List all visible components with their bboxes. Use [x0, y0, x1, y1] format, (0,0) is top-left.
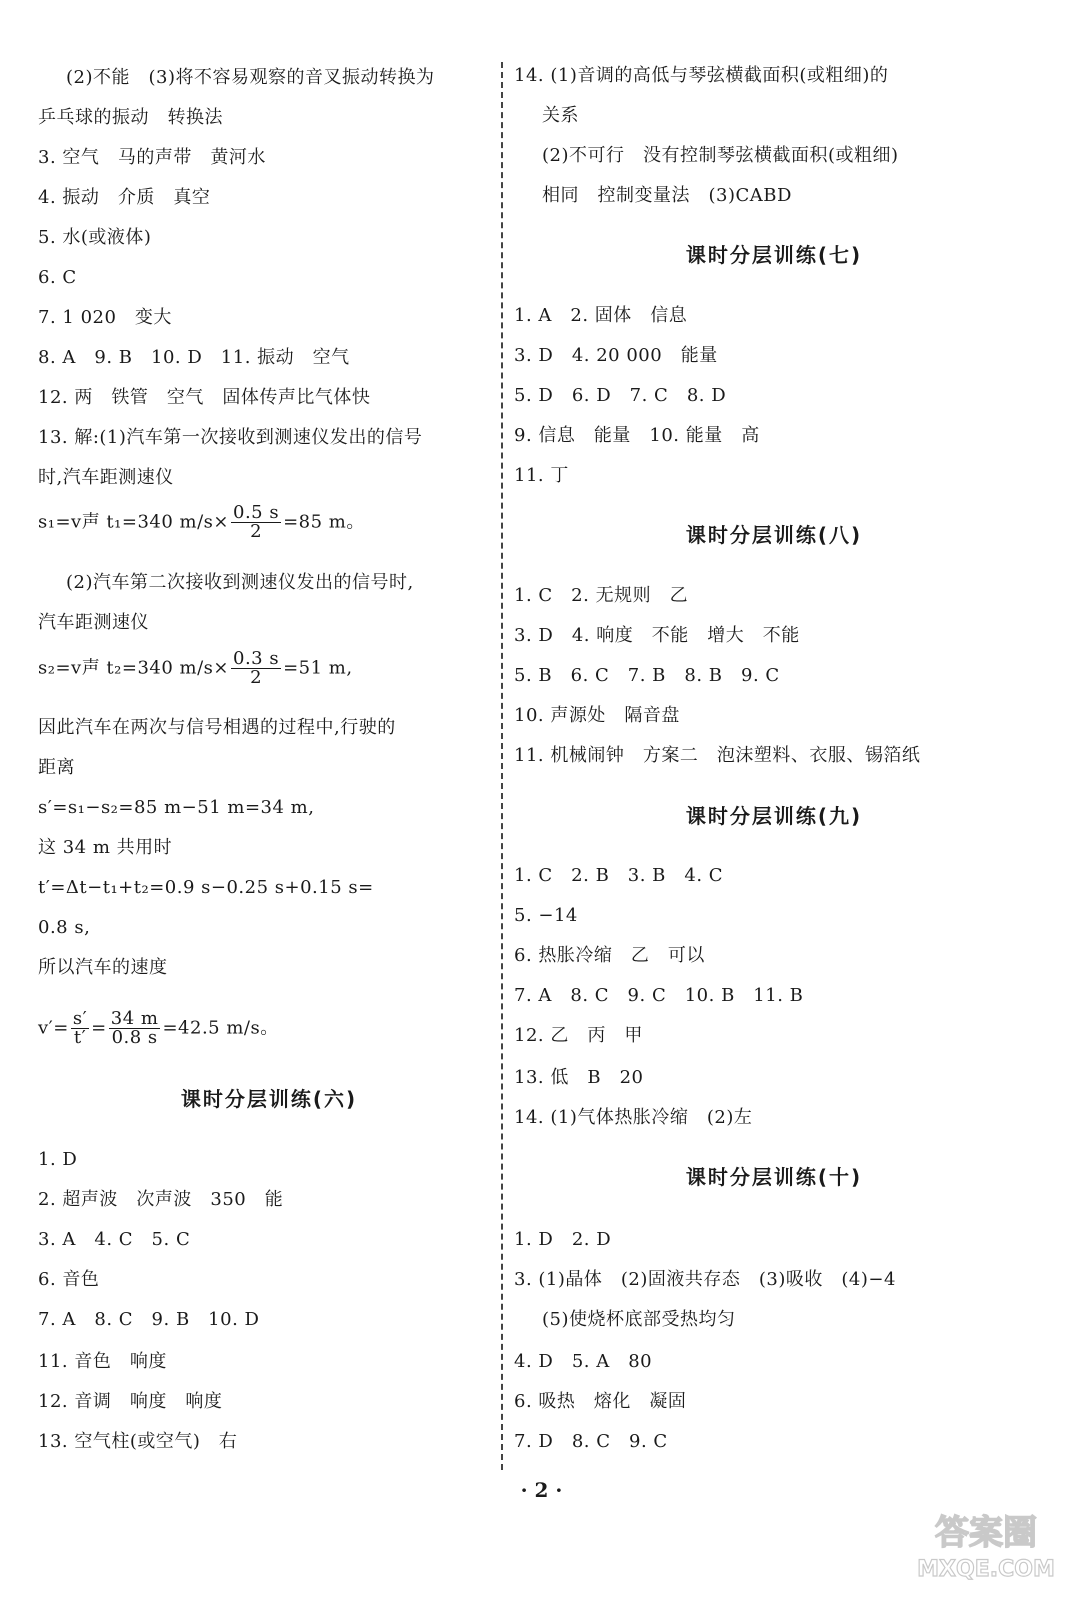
answer-line: s′=s₁−s₂=85 m−51 m=34 m, — [38, 797, 315, 818]
answer-line: 相同 控制变量法 (3)CABD — [542, 185, 792, 206]
answer-line: 11. 音色 响度 — [38, 1351, 167, 1372]
answer-line: 12. 两 铁管 空气 固体传声比气体快 — [38, 387, 371, 408]
answer-line: 1. C 2. 无规则 乙 — [514, 585, 689, 606]
answer-line: (2)不可行 没有控制琴弦横截面积(或粗细) — [542, 145, 899, 166]
answer-line: 7. 1 020 变大 — [38, 307, 172, 328]
eq3-fraction-1 — [71, 1010, 89, 1047]
watermark-logo — [911, 1506, 1061, 1584]
answer-line: 14. (1)音调的高低与琴弦横截面积(或粗细)的 — [514, 65, 889, 86]
answer-line: 11. 丁 — [514, 465, 569, 486]
answer-line: 4. 振动 介质 真空 — [38, 187, 211, 208]
answer-line: 1. C 2. B 3. B 4. C — [514, 865, 724, 886]
eq3-denominator-1: t′ — [73, 1027, 87, 1048]
equation-2 — [38, 650, 500, 687]
answer-line: t′=Δt−t₁+t₂=0.9 s−0.25 s+0.15 s= — [38, 877, 374, 898]
eq3-fraction-2 — [109, 1010, 161, 1047]
eq1-numerator: 0.5 s — [233, 502, 280, 523]
eq2-lhs: s₂=v声 t₂=340 m/s× — [38, 657, 229, 679]
answer-line: 所以汽车的速度 — [38, 957, 168, 978]
answer-line: 关系 — [542, 105, 579, 126]
answer-line: 9. 信息 能量 10. 能量 高 — [514, 425, 760, 446]
eq2-denominator: 2 — [250, 667, 263, 688]
eq1-lhs: s₁=v声 t₁=340 m/s× — [38, 511, 229, 533]
eq1-denominator: 2 — [250, 521, 263, 542]
answer-line: (2)不能 (3)将不容易观察的音叉振动转换为 — [66, 67, 435, 88]
answer-line: 5. −14 — [514, 905, 578, 926]
eq2-fraction — [231, 650, 281, 687]
section-title: 课时分层训练(九) — [685, 804, 863, 828]
column-divider — [501, 62, 503, 1470]
answer-line: 3. (1)晶体 (2)固液共存态 (3)吸收 (4)−4 — [514, 1269, 896, 1290]
answer-line: 10. 声源处 隔音盘 — [514, 705, 680, 726]
section-title: 课时分层训练(十) — [685, 1165, 863, 1189]
section-title: 课时分层训练(六) — [180, 1087, 358, 1111]
answer-line: 7. A 8. C 9. C 10. B 11. B — [514, 985, 804, 1006]
eq3-lhs: v′= — [38, 1017, 69, 1039]
section-title: 课时分层训练(七) — [685, 243, 863, 267]
answer-line: 13. 低 B 20 — [514, 1067, 644, 1088]
page-number: · 2 · — [520, 1478, 563, 1502]
answer-line: 6. C — [38, 267, 77, 288]
eq1-rhs: =85 m。 — [283, 511, 365, 533]
answer-line: 7. D 8. C 9. C — [514, 1431, 668, 1452]
answer-line: 汽车距测速仪 — [38, 612, 149, 633]
answer-line: 12. 音调 响度 响度 — [38, 1391, 223, 1412]
eq3-rhs: =42.5 m/s。 — [162, 1017, 279, 1039]
answer-line: 距离 — [38, 757, 75, 778]
answer-line: 时,汽车距测速仪 — [38, 467, 174, 488]
answer-line: 6. 音色 — [38, 1269, 100, 1290]
watermark-url: MXQE.COM — [917, 1557, 1055, 1582]
answer-line: 2. 超声波 次声波 350 能 — [38, 1189, 284, 1210]
answer-line: 7. A 8. C 9. B 10. D — [38, 1309, 260, 1330]
answer-line: 1. D — [38, 1149, 78, 1170]
answer-line: 5. D 6. D 7. C 8. D — [514, 385, 727, 406]
answer-line: 1. D 2. D — [514, 1229, 612, 1250]
answer-line: 4. D 5. A 80 — [514, 1351, 653, 1372]
answer-line: 11. 机械闹钟 方案二 泡沫塑料、衣服、锡箔纸 — [514, 745, 921, 766]
answer-line: (2)汽车第二次接收到测速仪发出的信号时, — [66, 572, 414, 593]
eq3-mid: = — [91, 1017, 107, 1039]
answer-line: 5. 水(或液体) — [38, 227, 152, 248]
eq1-fraction — [231, 504, 281, 541]
answer-line: 3. 空气 马的声带 黄河水 — [38, 147, 266, 168]
answer-line: 这 34 m 共用时 — [38, 837, 173, 858]
eq3-denominator-2: 0.8 s — [111, 1027, 158, 1048]
eq2-rhs: =51 m, — [283, 657, 353, 679]
answer-line: 14. (1)气体热胀冷缩 (2)左 — [514, 1107, 753, 1128]
answer-line: 乒乓球的振动 转换法 — [38, 107, 223, 128]
eq3-numerator-1: s′ — [72, 1008, 88, 1029]
equation-1 — [38, 504, 500, 541]
answer-line: 0.8 s, — [38, 917, 91, 938]
answer-line: 13. 解:(1)汽车第一次接收到测速仪发出的信号 — [38, 427, 423, 448]
eq2-numerator: 0.3 s — [233, 648, 280, 669]
equation-3 — [38, 1010, 500, 1047]
answer-line: 1. A 2. 固体 信息 — [514, 305, 688, 326]
answer-line: (5)使烧杯底部受热均匀 — [542, 1309, 736, 1330]
eq3-numerator-2: 34 m — [110, 1008, 159, 1029]
section-title: 课时分层训练(八) — [685, 523, 863, 547]
answer-line: 3. D 4. 响度 不能 增大 不能 — [514, 625, 800, 646]
answer-line: 13. 空气柱(或空气) 右 — [38, 1431, 238, 1452]
answer-line: 6. 吸热 熔化 凝固 — [514, 1391, 687, 1412]
answer-line: 6. 热胀冷缩 乙 可以 — [514, 945, 705, 966]
answer-line: 3. D 4. 20 000 能量 — [514, 345, 718, 366]
answer-line: 3. A 4. C 5. C — [38, 1229, 191, 1250]
answer-line: 12. 乙 丙 甲 — [514, 1025, 643, 1046]
answer-line: 5. B 6. C 7. B 8. B 9. C — [514, 665, 780, 686]
watermark-text: 答案圈 — [935, 1513, 1037, 1553]
answer-line: 因此汽车在两次与信号相遇的过程中,行驶的 — [38, 717, 396, 738]
answer-line: 8. A 9. B 10. D 11. 振动 空气 — [38, 347, 350, 368]
